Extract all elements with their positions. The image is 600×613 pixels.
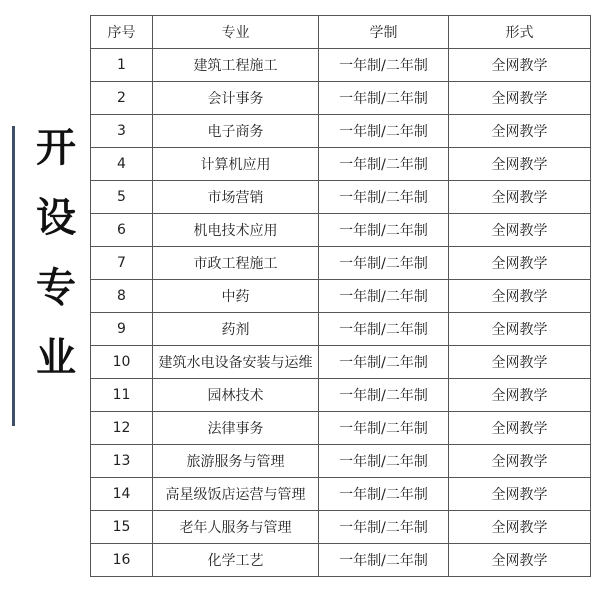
cell-major: 老年人服务与管理 bbox=[153, 511, 319, 544]
cell-duration: 一年制/二年制 bbox=[319, 544, 449, 577]
cell-duration: 一年制/二年制 bbox=[319, 313, 449, 346]
cell-duration: 一年制/二年制 bbox=[319, 247, 449, 280]
table-body bbox=[91, 49, 591, 577]
cell-index: 9 bbox=[91, 313, 153, 346]
cell-index: 11 bbox=[91, 379, 153, 412]
cell-mode: 全网教学 bbox=[449, 247, 591, 280]
cell-mode: 全网教学 bbox=[449, 478, 591, 511]
cell-index: 5 bbox=[91, 181, 153, 214]
table-row bbox=[91, 115, 591, 148]
cell-duration: 一年制/二年制 bbox=[319, 280, 449, 313]
cell-index: 15 bbox=[91, 511, 153, 544]
cell-mode: 全网教学 bbox=[449, 313, 591, 346]
cell-major: 园林技术 bbox=[153, 379, 319, 412]
cell-major: 药剂 bbox=[153, 313, 319, 346]
table-row bbox=[91, 445, 591, 478]
cell-mode: 全网教学 bbox=[449, 445, 591, 478]
cell-duration: 一年制/二年制 bbox=[319, 478, 449, 511]
majors-table bbox=[90, 15, 591, 577]
cell-mode: 全网教学 bbox=[449, 115, 591, 148]
cell-mode: 全网教学 bbox=[449, 49, 591, 82]
side-title-char: 业 bbox=[36, 335, 76, 381]
table-row bbox=[91, 148, 591, 181]
table-row bbox=[91, 346, 591, 379]
table-row bbox=[91, 82, 591, 115]
cell-duration: 一年制/二年制 bbox=[319, 82, 449, 115]
header-duration: 学制 bbox=[319, 16, 449, 49]
cell-index: 2 bbox=[91, 82, 153, 115]
cell-index: 16 bbox=[91, 544, 153, 577]
cell-index: 10 bbox=[91, 346, 153, 379]
table-row bbox=[91, 544, 591, 577]
cell-mode: 全网教学 bbox=[449, 511, 591, 544]
cell-duration: 一年制/二年制 bbox=[319, 445, 449, 478]
cell-index: 8 bbox=[91, 280, 153, 313]
cell-mode: 全网教学 bbox=[449, 214, 591, 247]
cell-major: 计算机应用 bbox=[153, 148, 319, 181]
table-row bbox=[91, 181, 591, 214]
cell-major: 化学工艺 bbox=[153, 544, 319, 577]
table-row bbox=[91, 379, 591, 412]
cell-index: 6 bbox=[91, 214, 153, 247]
cell-duration: 一年制/二年制 bbox=[319, 115, 449, 148]
cell-major: 电子商务 bbox=[153, 115, 319, 148]
cell-duration: 一年制/二年制 bbox=[319, 346, 449, 379]
table-row bbox=[91, 247, 591, 280]
cell-index: 7 bbox=[91, 247, 153, 280]
cell-duration: 一年制/二年制 bbox=[319, 412, 449, 445]
side-accent-bar bbox=[12, 126, 15, 426]
side-title bbox=[26, 125, 86, 408]
header-major: 专业 bbox=[153, 16, 319, 49]
table-header-row bbox=[91, 16, 591, 49]
table-row bbox=[91, 49, 591, 82]
cell-mode: 全网教学 bbox=[449, 82, 591, 115]
cell-major: 中药 bbox=[153, 280, 319, 313]
cell-major: 旅游服务与管理 bbox=[153, 445, 319, 478]
cell-mode: 全网教学 bbox=[449, 412, 591, 445]
cell-index: 12 bbox=[91, 412, 153, 445]
cell-major: 建筑水电设备安装与运维 bbox=[153, 346, 319, 379]
cell-index: 3 bbox=[91, 115, 153, 148]
table-row bbox=[91, 412, 591, 445]
cell-duration: 一年制/二年制 bbox=[319, 148, 449, 181]
cell-duration: 一年制/二年制 bbox=[319, 181, 449, 214]
side-title-char: 设 bbox=[36, 195, 76, 241]
header-index: 序号 bbox=[91, 16, 153, 49]
cell-index: 14 bbox=[91, 478, 153, 511]
cell-duration: 一年制/二年制 bbox=[319, 379, 449, 412]
cell-mode: 全网教学 bbox=[449, 148, 591, 181]
cell-mode: 全网教学 bbox=[449, 346, 591, 379]
cell-major: 机电技术应用 bbox=[153, 214, 319, 247]
cell-major: 法律事务 bbox=[153, 412, 319, 445]
table-row bbox=[91, 511, 591, 544]
cell-duration: 一年制/二年制 bbox=[319, 511, 449, 544]
cell-mode: 全网教学 bbox=[449, 280, 591, 313]
table-row bbox=[91, 280, 591, 313]
cell-major: 会计事务 bbox=[153, 82, 319, 115]
cell-duration: 一年制/二年制 bbox=[319, 214, 449, 247]
cell-major: 建筑工程施工 bbox=[153, 49, 319, 82]
cell-major: 高星级饭店运营与管理 bbox=[153, 478, 319, 511]
table-row bbox=[91, 478, 591, 511]
table-row bbox=[91, 214, 591, 247]
table-row bbox=[91, 313, 591, 346]
cell-duration: 一年制/二年制 bbox=[319, 49, 449, 82]
cell-mode: 全网教学 bbox=[449, 544, 591, 577]
cell-index: 13 bbox=[91, 445, 153, 478]
header-mode: 形式 bbox=[449, 16, 591, 49]
cell-major: 市政工程施工 bbox=[153, 247, 319, 280]
side-title-char: 开 bbox=[36, 125, 76, 171]
cell-major: 市场营销 bbox=[153, 181, 319, 214]
cell-index: 4 bbox=[91, 148, 153, 181]
cell-index: 1 bbox=[91, 49, 153, 82]
cell-mode: 全网教学 bbox=[449, 379, 591, 412]
side-title-char: 专 bbox=[36, 265, 76, 311]
cell-mode: 全网教学 bbox=[449, 181, 591, 214]
